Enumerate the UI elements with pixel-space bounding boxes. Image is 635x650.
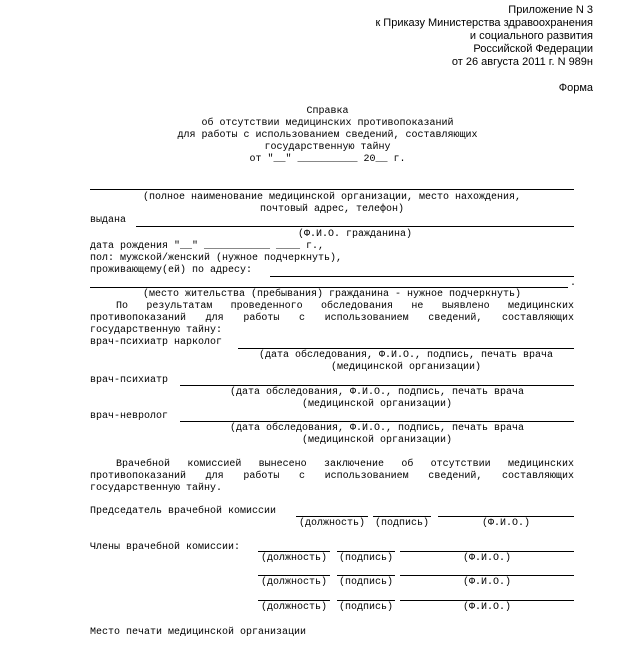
- doctor-psychiatrist-caption: (дата обследования, Ф.И.О., подпись, печать врача: [229, 387, 525, 398]
- doctor-neurologist-caption: (дата обследования, Ф.И.О., подпись, печать врача: [229, 423, 525, 434]
- result-text-2: противопоказаний для работы с использованием сведений, составляющих: [90, 313, 574, 324]
- issued-label: выдана: [90, 215, 127, 226]
- doctor-neurologist-caption-2: (медицинской организации): [301, 435, 453, 446]
- chairman-label: Председатель врачебной комиссии: [90, 506, 277, 517]
- members-label: Члены врачебной комиссии:: [90, 542, 241, 553]
- doctor-neurologist-line: [180, 421, 574, 422]
- chairman-position-line: [296, 516, 368, 517]
- chairman-position-caption: (должность): [298, 518, 365, 529]
- member-2-fio-line: [400, 575, 574, 576]
- order-reference: к Приказу Министерства здравоохранения: [375, 17, 593, 29]
- order-reference-3: Российской Федерации: [473, 43, 593, 55]
- org-caption: (полное наименование медицинской организации, место нахождения,: [142, 192, 522, 203]
- title-date: от "__" __________ 20__ г.: [249, 154, 406, 165]
- doctor-psychiatrist-line: [180, 385, 574, 386]
- member-1-fio-line: [400, 551, 574, 552]
- title-line-2: об отсутствии медицинских противопоказаний: [201, 118, 454, 129]
- appendix-number: Приложение N 3: [508, 4, 593, 16]
- doctor-neurologist-label: врач-невролог: [90, 411, 169, 422]
- member-2-signature-caption: (подпись): [338, 577, 393, 588]
- member-3-fio-caption: (Ф.И.О.): [462, 602, 511, 613]
- form-label: Форма: [558, 82, 593, 94]
- doctor-narcologist-line: [238, 348, 574, 349]
- chairman-signature-caption: (подпись): [374, 518, 429, 529]
- conclusion-text-3: государственную тайну.: [90, 483, 223, 494]
- chairman-fio-caption: (Ф.И.О.): [481, 518, 530, 529]
- member-2-position-caption: (должность): [260, 577, 327, 588]
- result-text: По результатам проведенного обследования не выявлено медицинских: [116, 301, 574, 312]
- document-title: Справка: [306, 106, 349, 117]
- member-3-signature-line: [337, 600, 395, 601]
- member-3-signature-caption: (подпись): [338, 602, 393, 613]
- address-line-2: [90, 287, 568, 288]
- chairman-signature-line: [373, 516, 431, 517]
- member-2-signature-line: [337, 575, 395, 576]
- address-dot: .: [570, 278, 577, 289]
- doctor-narcologist-caption: (дата обследования, Ф.И.О., подпись, печать врача: [258, 350, 554, 361]
- stamp-place-label: Место печати медицинской организации: [90, 627, 307, 638]
- doctor-narcologist-caption-2: (медицинской организации): [330, 362, 482, 373]
- address-line: [270, 276, 574, 277]
- conclusion-text: Врачебной комиссией вынесено заключение об отсутствии медицинских: [116, 459, 574, 470]
- title-line-4: государственную тайну: [264, 142, 391, 153]
- address-label: проживающему(ей) по адресу:: [90, 265, 253, 276]
- member-1-position-caption: (должность): [260, 553, 327, 564]
- member-3-position-caption: (должность): [260, 602, 327, 613]
- doctor-psychiatrist-label: врач-психиатр: [90, 375, 169, 386]
- member-2-position-line: [258, 575, 330, 576]
- order-reference-2: и социального развития: [469, 30, 593, 42]
- title-line-3: для работы с использованием сведений, составляющих: [177, 130, 478, 141]
- birth-date-line: дата рождения "__" ___________ ____ г.,: [90, 241, 325, 252]
- chairman-fio-line: [438, 516, 574, 517]
- issued-line: [136, 226, 574, 227]
- member-1-signature-caption: (подпись): [338, 553, 393, 564]
- fio-caption: (Ф.И.О. гражданина): [297, 229, 413, 240]
- order-date: от 26 августа 2011 г. N 989н: [451, 56, 593, 68]
- member-1-signature-line: [337, 551, 395, 552]
- member-2-fio-caption: (Ф.И.О.): [462, 577, 511, 588]
- doctor-narcologist-label: врач-психиатр нарколог: [90, 337, 223, 348]
- result-text-3: государственную тайну:: [90, 325, 223, 336]
- member-1-position-line: [258, 551, 330, 552]
- org-caption-2: почтовый адрес, телефон): [259, 204, 405, 215]
- member-3-position-line: [258, 600, 330, 601]
- org-name-line: [90, 189, 574, 190]
- address-caption: (место жительства (пребывания) гражданина - нужное подчеркнуть): [142, 289, 522, 300]
- sex-line: пол: мужской/женский (нужное подчеркнуть),: [90, 253, 343, 264]
- member-3-fio-line: [400, 600, 574, 601]
- conclusion-text-2: противопоказаний для работы с использованием сведений, составляющих: [90, 471, 574, 482]
- doctor-psychiatrist-caption-2: (медицинской организации): [301, 399, 453, 410]
- member-1-fio-caption: (Ф.И.О.): [462, 553, 511, 564]
